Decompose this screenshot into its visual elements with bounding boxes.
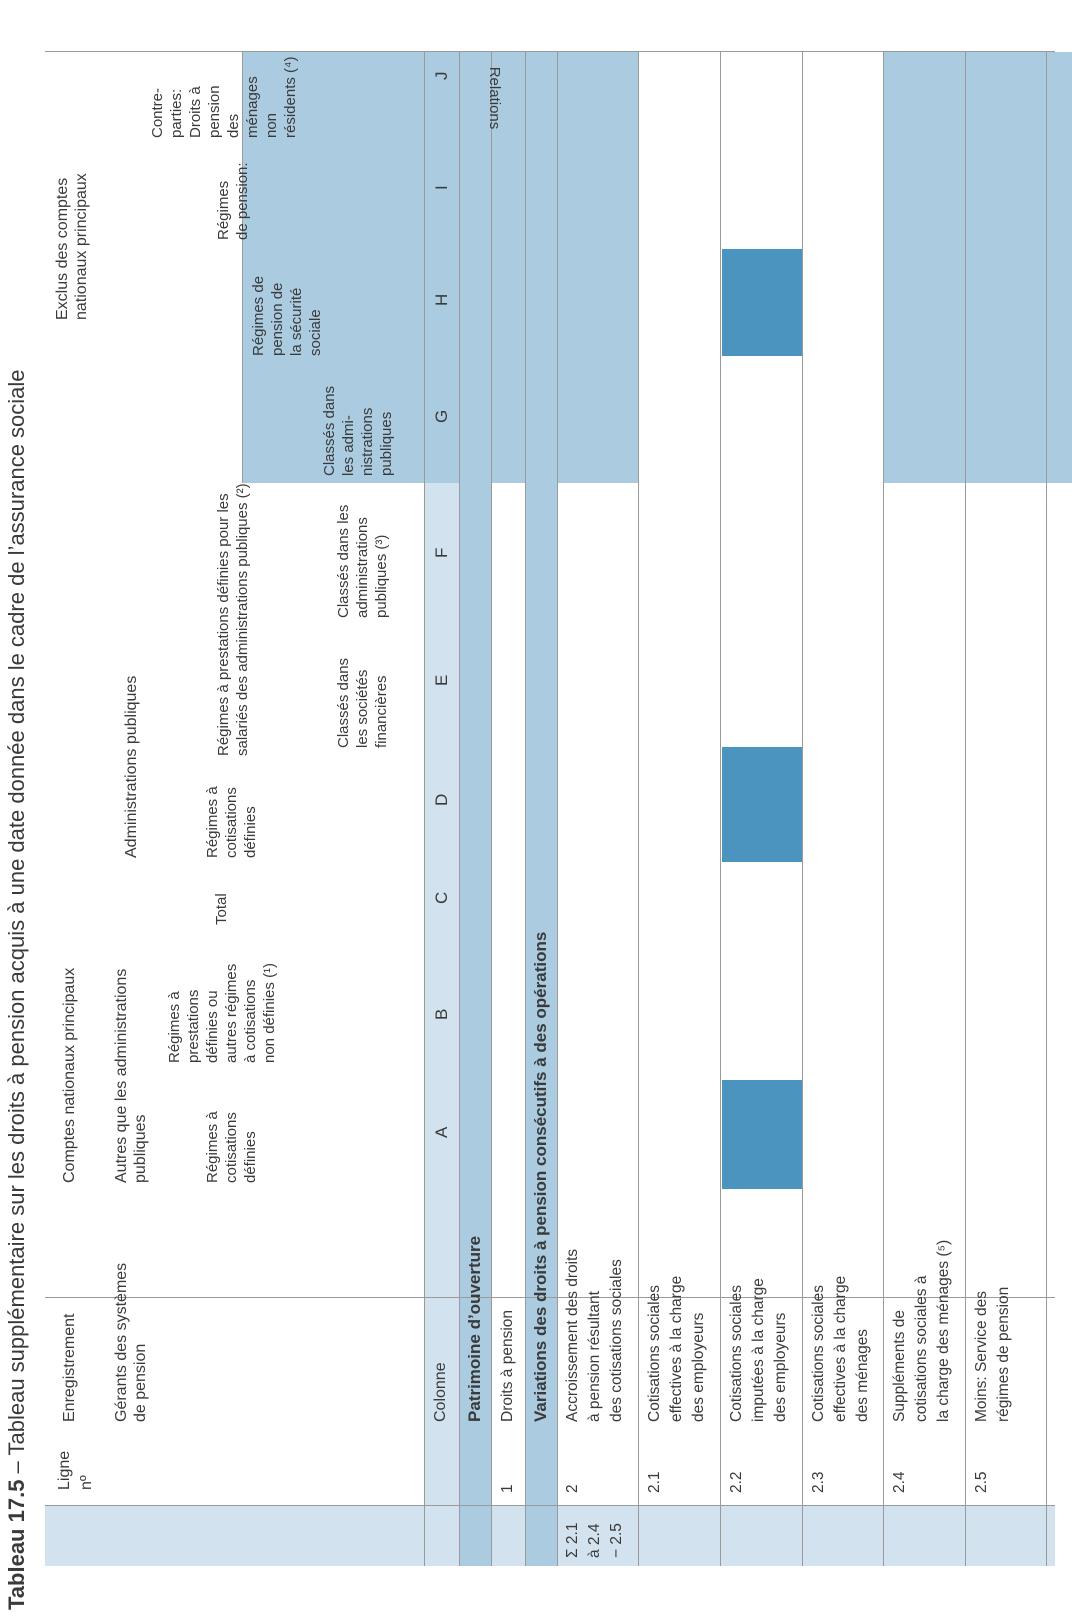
row-2-4-num: 2.4: [891, 1471, 908, 1493]
col-d-header: Régimes à cotisations définies: [204, 786, 259, 858]
gerants-label: Gérants des systèmes de pension: [113, 1262, 149, 1422]
rule: [720, 52, 721, 1566]
row-2-5-label: Moins: Service des régimes de pension: [973, 1286, 1012, 1422]
col-i-header: Régimes de pension:: [215, 162, 251, 240]
rule: [491, 52, 492, 1566]
section-patrimoine: Patrimoine d’ouverture: [465, 1235, 484, 1422]
row-2-num: 2: [564, 1484, 581, 1493]
rule: [883, 52, 884, 1566]
rule: [557, 52, 558, 1566]
autres-que-apu-label: Autres que les administrations publiques: [113, 968, 149, 1183]
highlight-d-2-2: [722, 747, 802, 862]
col-g-header: Classés dans les admi- nistrations publiques: [321, 385, 395, 476]
exclus-label: Exclus des comptes nationaux principaux: [54, 173, 90, 320]
row-2-2-num: 2.2: [728, 1471, 745, 1493]
col-b-header: Régimes à prestations définies ou autres régimes à cotisations non définies (¹): [166, 962, 278, 1063]
relations-label: Relations: [486, 66, 503, 130]
col-a-header: Régimes à cotisations définies: [204, 1111, 259, 1183]
table-number: Tableau 17.5: [4, 1479, 29, 1610]
col-letter-e: E: [432, 674, 451, 686]
table-title-text: – Tableau supplémentaire sur les droits à pension acquis à une date donnée dans le cadre de l’assurance sociale: [4, 369, 29, 1480]
ligne-label: Ligne: [56, 1450, 73, 1490]
comptes-principaux-label: Comptes nationaux principaux: [61, 967, 78, 1183]
rule: [638, 52, 639, 1566]
row-2-2-label: Cotisations sociales imputées à la charge des employeurs: [728, 1278, 789, 1422]
row-2-3-label: Cotisations sociales effectives à la charge des ménages: [810, 1275, 871, 1422]
rule: [1046, 52, 1047, 1566]
highlight-h-2-2: [722, 249, 802, 356]
col-letter-b: B: [432, 1008, 451, 1020]
row-2-3-num: 2.3: [810, 1471, 827, 1493]
rule: [45, 1505, 1055, 1506]
col-letter-h: H: [432, 293, 451, 306]
section-variations: Variations des droits à pension consécutifs à des opérations: [531, 931, 550, 1422]
row-1-num: 1: [499, 1484, 516, 1493]
row-2-5-num: 2.5: [973, 1471, 990, 1493]
col-letter-d: D: [432, 793, 451, 806]
col-letter-c: C: [432, 891, 451, 904]
row-2-label: Accroissement des droits à pension résultant des cotisations sociales: [564, 1248, 625, 1422]
colonne-label: Colonne: [432, 1362, 449, 1422]
enregistrement-label: Enregistrement: [61, 1313, 78, 1422]
rule: [802, 52, 803, 1566]
col-letter-a: A: [432, 1126, 451, 1138]
col-letter-i: I: [432, 185, 451, 190]
col-f-header: Classés dans les administrations publiques (³): [335, 504, 390, 618]
col-e-header: Classés dans les sociétés financières: [335, 657, 390, 748]
row-2-4-label: Suppléments de cotisations sociales à la charge des ménages (⁵): [891, 1239, 952, 1422]
rule: [965, 52, 966, 1566]
rule: [45, 51, 1055, 52]
col-letter-j: J: [432, 71, 451, 80]
no-label: nº: [78, 1475, 95, 1490]
row-2-1-label: Cotisations sociales effectives à la charge des employeurs: [646, 1275, 707, 1422]
col-letter-f: F: [432, 547, 451, 558]
col-h-header: Régimes de pension de la sécurité sociale: [250, 275, 324, 356]
col-letter-g: G: [432, 409, 451, 423]
col-c-header: Total: [213, 893, 230, 925]
col-j-header: Contre- parties: Droits à pension des ménages non résidents (⁴): [149, 56, 299, 138]
regimes-prestations-salaries-label: Régimes à prestations définies pour les salariés des administrations publiques (²): [215, 483, 251, 756]
highlight-a-2-2: [722, 1080, 802, 1189]
row-1-label: Droits à pension: [499, 1309, 516, 1422]
administrations-publiques-label: Administrations publiques: [123, 675, 140, 858]
row-2-relation: Σ 2.1 à 2.4 − 2.5: [564, 1522, 625, 1558]
table-title: [4, 369, 30, 1610]
rule: [459, 52, 460, 1566]
rule: [525, 52, 526, 1566]
rule: [424, 52, 425, 1566]
row-2-1-num: 2.1: [646, 1471, 663, 1493]
